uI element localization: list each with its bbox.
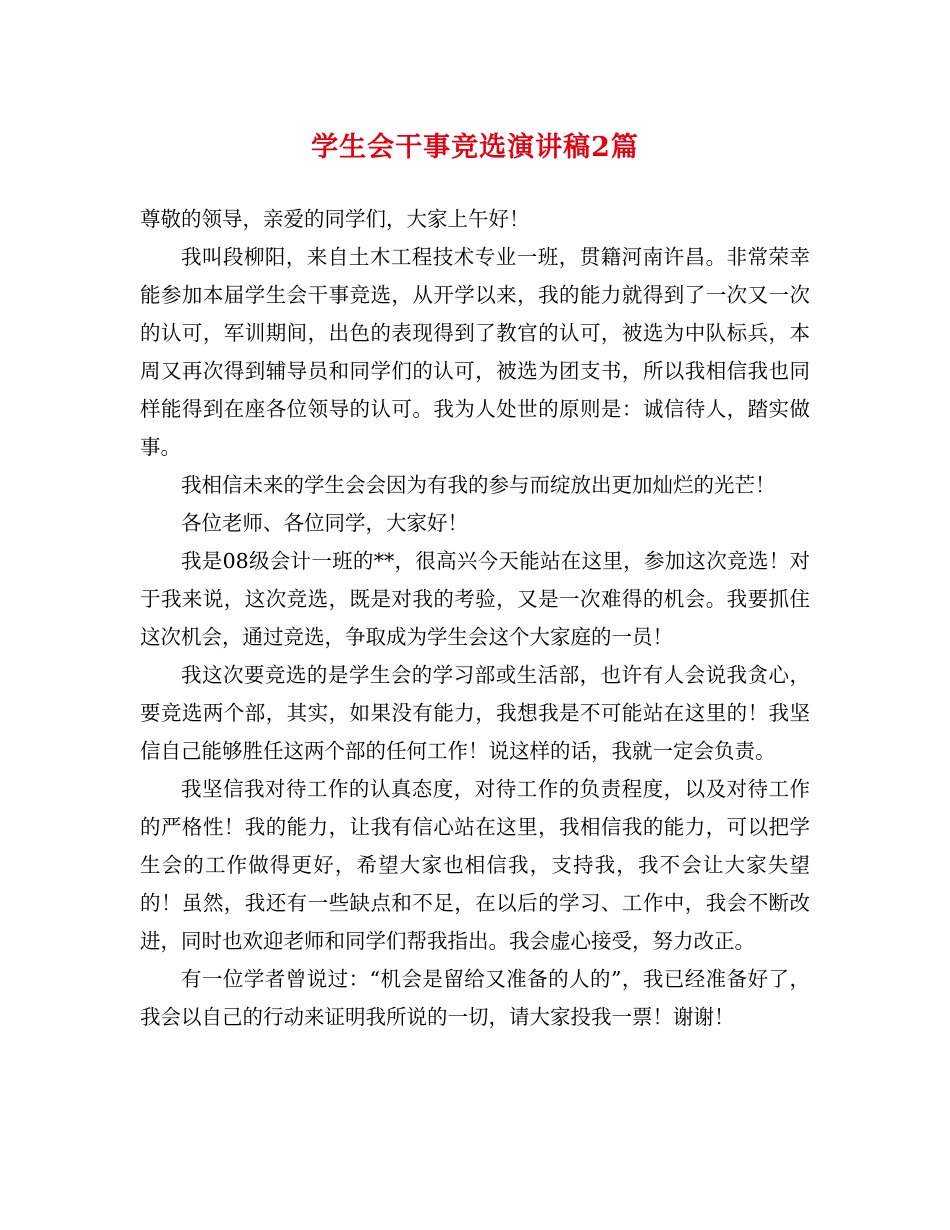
paragraph-departments: 我这次要竞选的是学生会的学习部或生活部，也许有人会说我贪心，要竞选两个部，其实，如果没有能力，我想我是不可能站在这里的！我坚信自己能够胜任这两个部的任何工作！说这样的话，我就一定会负责。 — [140, 663, 810, 763]
paragraph-self-intro-2: 我是08级会计一班的**，很高兴今天能站在这里，参加这次竞选！对于我来说，这次竞选，既是对我的考验，又是一次难得的机会。我要抓住这次机会，通过竞选，争取成为学生会这个大家庭的一员！ — [140, 549, 810, 649]
paragraph-commitment: 我坚信我对待工作的认真态度，对待工作的负责程度，以及对待工作的严格性！我的能力，让我有信心站在这里，我相信我的能力，可以把学生会的工作做得更好，希望大家也相信我，支持我，我不会让大家失望的！虽然，我还有一些缺点和不足，在以后的学习、工作中，我会不断改进，同时也欢迎老师和同学们帮我指出。我会虚心接受，努力改正。 — [140, 777, 810, 953]
paragraph-greeting-2: 各位老师、各位同学，大家好！ — [181, 511, 468, 535]
paragraph-greeting-1: 尊敬的领导，亲爱的同学们，大家上午好！ — [140, 207, 530, 231]
paragraph-self-intro-1: 我叫段柳阳，来自土木工程技术专业一班，贯籍河南许昌。非常荣幸能参加本届学生会干事竞选，从开学以来，我的能力就得到了一次又一次的认可，军训期间，出色的表现得到了教官的认可，被选为中队标兵，本周又再次得到辅导员和同学们的认可，被选为团支书，所以我相信我也同样能得到在座各位领导的认可。我为人处世的原则是：诚信待人，踏实做事。 — [140, 245, 810, 459]
document-body — [140, 200, 810, 1036]
paragraph-closing-2: 有一位学者曾说过：“机会是留给又准备的人的”，我已经准备好了，我会以自己的行动来证明我所说的一切，请大家投我一票！谢谢！ — [140, 967, 810, 1029]
paragraph-closing-1: 我相信未来的学生会会因为有我的参与而绽放出更加灿烂的光芒！ — [181, 473, 776, 497]
document-title: 学生会干事竞选演讲稿2篇 — [311, 132, 639, 163]
